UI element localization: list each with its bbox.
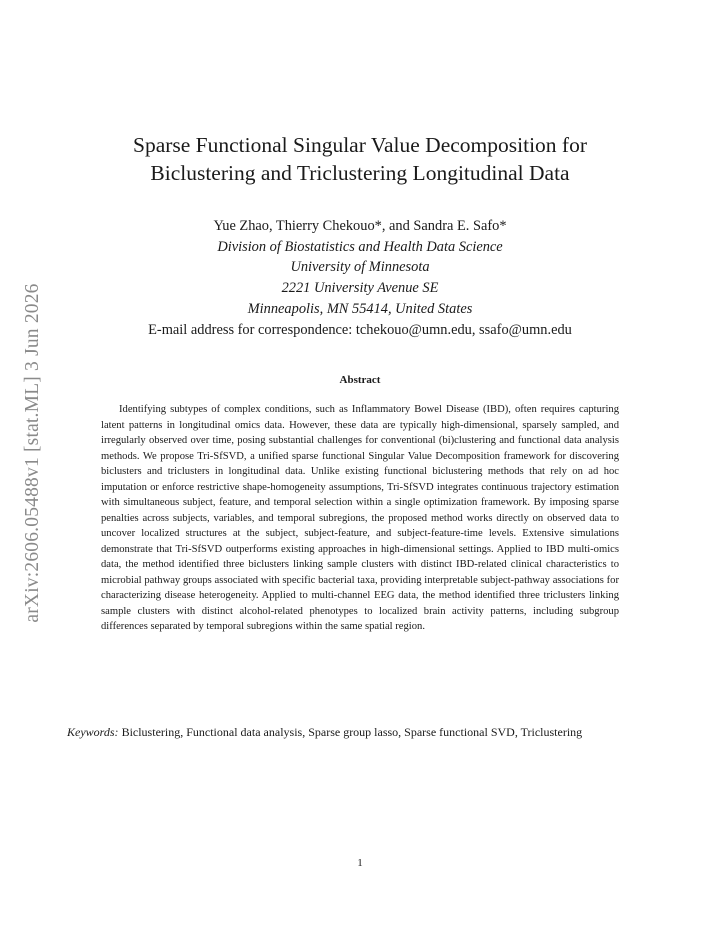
- keywords-list: Biclustering, Functional data analysis, Sparse group lasso, Sparse functional SVD, Triclustering: [121, 725, 583, 739]
- abstract-body: Identifying subtypes of complex conditions, such as Inflammatory Bowel Disease (IBD), often requires capturing latent patterns in longitudinal omics data. However, these data are typically high-dimensional, sparsely sampled, and irregularly observed over time, posing substantial challenges for conventional (bi)clustering and functional data analysis methods. We propose Tri-SfSVD, a unified sparse functional Singular Value Decomposition framework for discovering biclusters and triclusters in longitudinal data. Unlike existing functional biclustering methods that rely on ad hoc imputation or enforce restrictive shape-homogeneity assumptions, Tri-SfSVD integrates continuous trajectory estimation with simultaneous subject, feature, and temporal selection within a single optimization framework. By imposing sparse penalties across subjects, variables, and temporal subregions, the proposed method works directly on observed data to uncover localized structures at the subject, subject-feature, and subject-feature-time levels. Extensive simulations demonstrate that Tri-SfSVD outperforms existing approaches in high-dimensional settings. Applied to IBD multi-omics data, the method identified three biclusters linking sample clusters with distinct IBD-related clinical characteristics to microbial pathway groups associated with specific bacterial taxa, providing interpretable subject-pathway associations for characterizing disease heterogeneity. Applied to multi-channel EEG data, the method identified three triclusters linking sample clusters with distinct alcohol-related phenotypes to localized brain activity patterns, including subgroup differences separated by temporal subregions within the same spatial region.: [101, 404, 619, 632]
- arxiv-identifier-text: arXiv:2606.05488v1 [stat.ML] 3 Jun 2026: [22, 283, 43, 623]
- correspondence-email: E-mail address for correspondence: tchekouo@umn.edu, ssafo@umn.edu: [148, 321, 572, 338]
- page-number: 1: [357, 857, 363, 869]
- keywords-label: Keywords:: [67, 725, 122, 739]
- author-block: [0, 216, 720, 340]
- paper-title-line-2: Biclustering and Triclustering Longitudinal Data: [150, 161, 570, 185]
- abstract-heading: Abstract: [339, 374, 381, 386]
- author-city: Minneapolis, MN 55414, United States: [247, 300, 473, 317]
- author-street: 2221 University Avenue SE: [281, 280, 439, 297]
- paper-title: [0, 131, 720, 187]
- keywords-section: [67, 724, 652, 741]
- author-names: Yue Zhao, Thierry Chekouo*, and Sandra E. Safo*: [213, 218, 507, 234]
- author-department: Division of Biostatistics and Health Data Science: [217, 238, 503, 255]
- paper-title-line-1: Sparse Functional Singular Value Decomposition for: [132, 133, 588, 157]
- author-university: University of Minnesota: [290, 259, 430, 276]
